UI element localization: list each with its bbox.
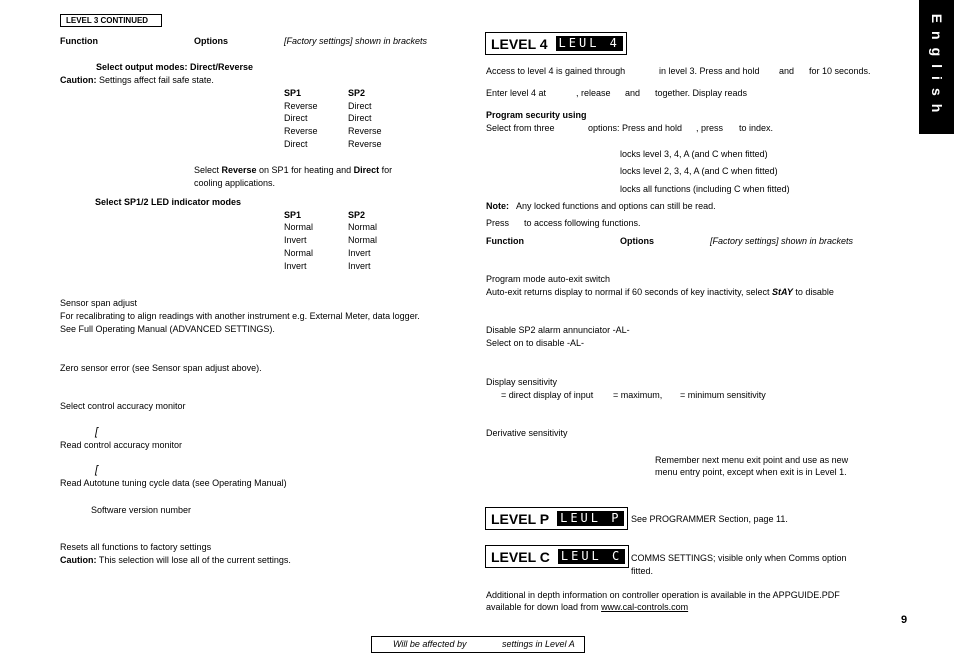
note-text: Select	[194, 165, 222, 175]
footer-text: Will be affected by	[393, 639, 467, 649]
text-fragment: to access following functions.	[524, 218, 641, 228]
table-cell: Normal	[348, 235, 378, 245]
info-text: available for down load from	[486, 602, 599, 612]
footer-box	[371, 636, 585, 653]
bracket-mark: [	[95, 426, 99, 438]
remember-line1: Remember next menu exit point and use as new	[655, 455, 849, 465]
page-number: 9	[901, 614, 908, 626]
levelc-title: LEVEL C	[491, 548, 550, 565]
security-title: Program security using	[486, 110, 587, 120]
led-sp2-header: SP2	[348, 210, 366, 220]
left-col-function: Function	[60, 36, 98, 46]
levelc-header	[485, 545, 629, 568]
remember-line2: menu entry point, except when exit is in Level 1.	[655, 467, 847, 477]
software-version-line: Software version number	[91, 505, 192, 515]
text-fragment: for 10 seconds.	[809, 66, 871, 76]
accuracy-read-line: Read control accuracy monitor	[60, 440, 183, 450]
level3-continued-label: LEVEL 3 CONTINUED	[66, 16, 149, 25]
right-col-options: Options	[620, 236, 654, 246]
table-cell: Invert	[284, 261, 307, 271]
span-adjust-line2: See Full Operating Manual (ADVANCED SETTINGS).	[60, 324, 275, 334]
autotune-read-line: Read Autotune tuning cycle data (see Operating Manual)	[60, 478, 287, 488]
accuracy-select-line: Select control accuracy monitor	[60, 401, 186, 411]
level4-lcd-display: LEUL 4	[556, 36, 623, 51]
left-col-factory: [Factory settings] shown in brackets	[284, 36, 428, 46]
table-cell: Direct	[284, 113, 308, 123]
led-sp1-header: SP1	[284, 210, 302, 220]
text-fragment: Select from three	[486, 123, 555, 133]
caution-label: Caution:	[60, 75, 97, 85]
text-fragment: and	[779, 66, 795, 76]
span-adjust-title: Sensor span adjust	[60, 298, 138, 308]
table-cell: Reverse	[284, 101, 318, 111]
autoexit-line	[486, 287, 834, 297]
text-fragment: , press	[696, 123, 724, 133]
output-sp1-header: SP1	[284, 88, 302, 98]
reset-line: Resets all functions to factory settings	[60, 542, 212, 552]
text-fragment: Enter level 4 at	[486, 88, 547, 98]
autoexit-text: Auto-exit returns display to normal if 60 seconds of key inactivity, select	[486, 287, 770, 297]
note-label: Note:	[486, 201, 509, 211]
table-cell: Normal	[284, 222, 314, 232]
output-modes-caution	[60, 75, 214, 85]
info-line1: Additional in depth information on controller operation is available in the APPGUIDE.PDF	[486, 590, 840, 600]
levelp-title: LEVEL P	[491, 510, 550, 527]
text-fragment: Press	[486, 218, 510, 228]
table-cell: Invert	[284, 235, 307, 245]
note-text: for	[379, 165, 393, 175]
reset-caution	[60, 555, 291, 565]
note-text: on SP1 for heating and	[256, 165, 354, 175]
text-fragment: = direct display of input	[501, 390, 594, 400]
footer-text: settings in Level A	[502, 639, 575, 649]
direct-word: Direct	[353, 165, 380, 175]
span-adjust-line1: For recalibrating to align readings with another instrument e.g. External Meter, data logger.	[60, 311, 420, 321]
lock-option-1: locks level 3, 4, A (and C when fitted)	[620, 149, 768, 159]
levelp-header	[485, 507, 628, 530]
caution-text: This selection will lose all of the current settings.	[98, 555, 291, 565]
table-cell: Reverse	[348, 126, 382, 136]
table-cell: Direct	[284, 139, 308, 149]
levelp-text: See PROGRAMMER Section, page 11.	[631, 514, 788, 524]
zero-sensor-line: Zero sensor error (see Sensor span adjust above).	[60, 363, 262, 373]
text-fragment: together. Display reads	[655, 88, 748, 98]
reverse-direct-note	[194, 165, 392, 175]
text-fragment: in level 3. Press and hold	[659, 66, 760, 76]
lock-option-2: locks level 2, 3, 4, A (and C when fitted)	[620, 166, 778, 176]
led-modes-title: Select SP1/2 LED indicator modes	[95, 197, 242, 207]
levelp-lcd-display: LEUL P	[557, 511, 624, 526]
levelc-lcd-display: LEUL C	[558, 549, 625, 564]
table-cell: Reverse	[284, 126, 318, 136]
lock-option-3: locks all functions (including C when fitted)	[620, 184, 790, 194]
bracket-mark: [	[95, 464, 99, 476]
autoexit-title: Program mode auto-exit switch	[486, 274, 611, 284]
note-text: Any locked functions and options can still be read.	[516, 201, 716, 211]
output-modes-title: Select output modes: Direct/Reverse	[96, 62, 254, 72]
stay-word: StAY	[771, 287, 793, 297]
text-fragment: = maximum,	[613, 390, 663, 400]
text-fragment: Access to level 4 is gained through	[486, 66, 626, 76]
text-fragment: options: Press and hold	[588, 123, 683, 133]
table-cell: Normal	[284, 248, 314, 258]
language-tab-label: English	[928, 13, 945, 121]
levelc-text-1: COMMS SETTINGS; visible only when Comms option	[631, 553, 847, 563]
autoexit-tail: to disable	[795, 287, 834, 297]
reverse-word: Reverse	[221, 165, 257, 175]
text-fragment: = minimum sensitivity	[680, 390, 766, 400]
note-line	[486, 201, 716, 211]
sp2-annunciator-line: Select on to disable -AL-	[486, 338, 585, 348]
table-cell: Normal	[348, 222, 378, 232]
language-tab	[919, 0, 954, 134]
level4-title: LEVEL 4	[491, 35, 548, 52]
reverse-direct-note-line2: cooling applications.	[194, 178, 276, 188]
output-sp2-header: SP2	[348, 88, 366, 98]
display-sensitivity-title: Display sensitivity	[486, 377, 558, 387]
left-col-options: Options	[194, 36, 228, 46]
text-fragment: and	[625, 88, 641, 98]
levelc-text-2: fitted.	[631, 566, 654, 576]
right-col-factory: [Factory settings] shown in brackets	[710, 236, 854, 246]
right-col-function: Function	[486, 236, 524, 246]
derivative-title: Derivative sensitivity	[486, 428, 568, 438]
level4-header	[485, 32, 627, 55]
sp2-annunciator-title: Disable SP2 alarm annunciator -AL-	[486, 325, 630, 335]
caution-label: Caution:	[60, 555, 97, 565]
text-fragment: , release	[576, 88, 611, 98]
website-link[interactable]: www.cal-controls.com	[601, 602, 689, 612]
level3-continued-box	[60, 14, 162, 27]
caution-text: Settings affect fail safe state.	[99, 75, 214, 85]
table-cell: Direct	[348, 113, 372, 123]
table-cell: Invert	[348, 248, 371, 258]
table-cell: Invert	[348, 261, 371, 271]
text-fragment: to index.	[739, 123, 774, 133]
info-line2	[486, 602, 688, 612]
table-cell: Reverse	[348, 139, 382, 149]
table-cell: Direct	[348, 101, 372, 111]
